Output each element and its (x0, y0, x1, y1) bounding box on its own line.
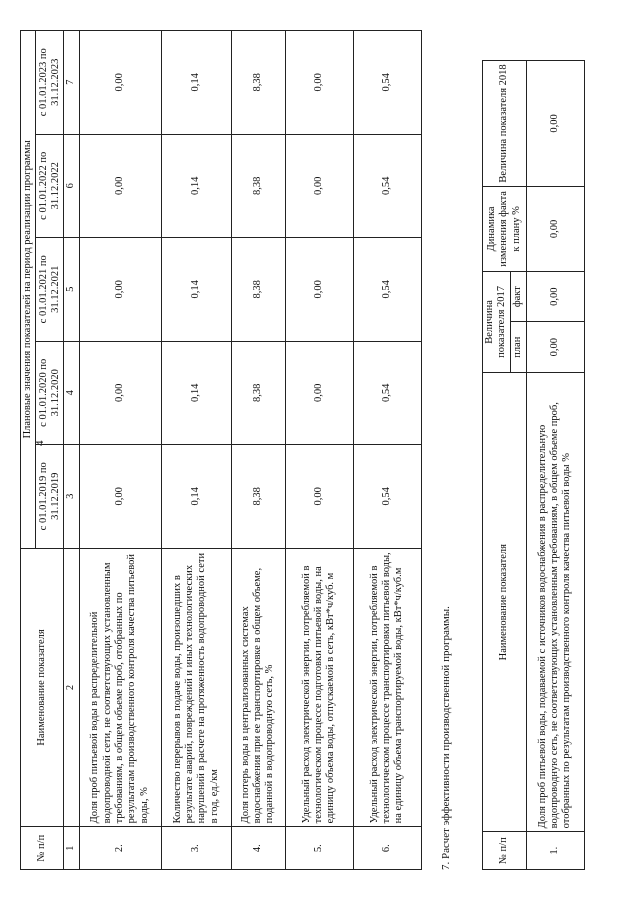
row-value: 0,14 (161, 238, 231, 342)
row-value: 0,14 (161, 134, 231, 238)
header-num: № п/п (21, 827, 64, 870)
row-num: 3. (161, 827, 231, 870)
table-row (285, 31, 353, 870)
table-row (161, 31, 231, 870)
column-number: 2 (64, 548, 79, 827)
row-name: Доля проб питьевой воды в распределительной водопроводной сети, не соответствующих установленным требованиям, в общем объеме проб, отобранных по результатам производственного контроля качества питьевой воды, % (79, 548, 161, 827)
row-value: 0,54 (353, 341, 421, 445)
row-value: 0,00 (79, 445, 161, 549)
row-num: 2. (79, 827, 161, 870)
column-number: 3 (64, 445, 79, 549)
row-value: 8,38 (231, 134, 285, 238)
efficiency-table (482, 60, 585, 870)
header-period: с 01.01.2021 по 31.12.2021 (36, 238, 64, 342)
row-num: 6. (353, 827, 421, 870)
row-num: 5. (285, 827, 353, 870)
row-dynamics: 0,00 (526, 186, 584, 271)
row-num: 4. (231, 827, 285, 870)
row-value: 0,00 (285, 445, 353, 549)
row-value: 0,54 (353, 134, 421, 238)
row-value: 0,00 (79, 341, 161, 445)
row-name: Удельный расход электрической энергии, потребляемой в технологическом процессе подготовки питьевой воды, на единицу объема воды, отпускаемой в сеть, кВт*ч/куб. м (285, 548, 353, 827)
row-value: 0,14 (161, 341, 231, 445)
row-value: 0,00 (285, 31, 353, 135)
column-number: 6 (64, 134, 79, 238)
rotated-content (20, 10, 620, 870)
table-row (231, 31, 285, 870)
row-name: Количество перерывов в подаче воды, произошедших в результате аварий, повреждений и иных технологических нарушений в расчете на протяженность водопроводной сети в год, ед./км (161, 548, 231, 827)
header-name: Наименование показателя (483, 373, 527, 832)
header-num: № п/п (483, 832, 527, 870)
header-2018: Величина показателя 2018 (483, 61, 527, 187)
row-value: 0,00 (79, 31, 161, 135)
row-value: 0,14 (161, 445, 231, 549)
column-number: 1 (64, 827, 79, 870)
row-value: 0,00 (285, 238, 353, 342)
row-value: 0,00 (285, 134, 353, 238)
row-value: 8,38 (231, 31, 285, 135)
row-value: 0,54 (353, 445, 421, 549)
header-2017: Величина показателя 2017 (483, 271, 511, 372)
row-value: 8,38 (231, 341, 285, 445)
row-value: 0,54 (353, 238, 421, 342)
row-value: 0,00 (79, 134, 161, 238)
row-name: Удельный расход электрической энергии, потребляемой в технологическом процессе транспортировки питьевой воды, на единицу объема транспортируемой воды, кВт*ч/куб.м (353, 548, 421, 827)
row-value: 8,38 (231, 238, 285, 342)
header-dynamics: Динамика изменения факта к плану % (483, 186, 527, 271)
column-number: 4 (64, 341, 79, 445)
row-name: Доля потерь воды в централизованных системах водоснабжения при ее транспортировке в общем объеме, поданной в водопроводную сеть, % (231, 548, 285, 827)
header-name: Наименование показателя (21, 548, 64, 827)
header-period: с 01.01.2023 по 31.12.2023 (36, 31, 64, 135)
indicators-table (20, 30, 422, 870)
table-row (353, 31, 421, 870)
header-period: с 01.01.2020 по 31.12.2020 (36, 341, 64, 445)
section-title: 7. Расчет эффективности производственной программы. (440, 606, 452, 870)
header-planned-values: Плановые значения показателей на период реализации программы (21, 31, 36, 549)
header-period: с 01.01.2022 по 31.12.2022 (36, 134, 64, 238)
header-fact: факт (510, 271, 526, 322)
row-plan: 0,00 (526, 322, 584, 373)
column-number: 7 (64, 31, 79, 135)
table-row (526, 61, 584, 870)
row-num: 1. (526, 832, 584, 870)
row-2018: 0,00 (526, 61, 584, 187)
row-value: 0,00 (79, 238, 161, 342)
row-value: 0,54 (353, 31, 421, 135)
row-value: 8,38 (231, 445, 285, 549)
column-number: 5 (64, 238, 79, 342)
table-row (79, 31, 161, 870)
page-number: 4 (34, 440, 46, 446)
header-period: с 01.01.2019 по 31.12.2019 (36, 445, 64, 549)
row-fact: 0,00 (526, 271, 584, 322)
header-plan: план (510, 322, 526, 373)
row-value: 0,14 (161, 31, 231, 135)
row-value: 0,00 (285, 341, 353, 445)
row-name: Доля проб питьевой воды, подаваемой с источников водоснабжения в распределительную водопроводную сеть, не соответствующих установленным требованиям, в общем объеме проб, отобранных по результатам производственного контроля качества питьевой воды % (526, 373, 584, 832)
